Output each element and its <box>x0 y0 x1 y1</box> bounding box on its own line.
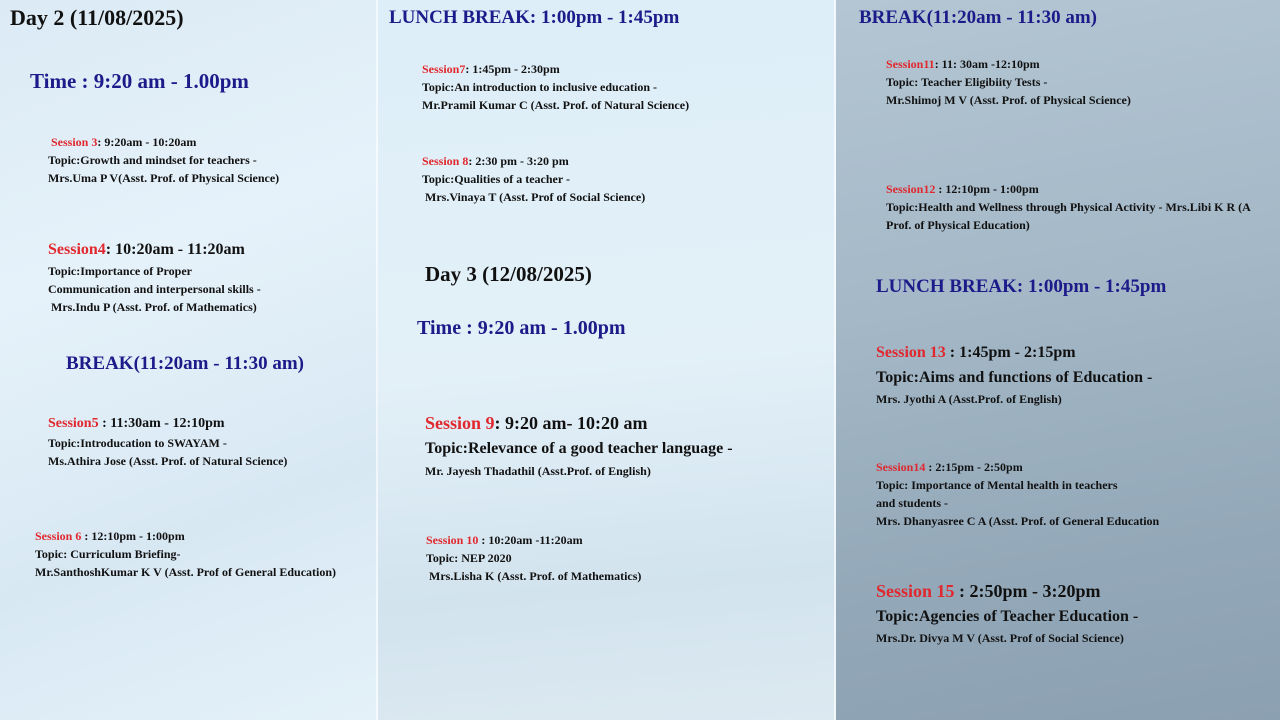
day2-time: Time : 9:20 am - 1.00pm <box>30 69 249 93</box>
break-1: BREAK(11:20am - 11:30 am) <box>66 353 305 374</box>
session-12 <box>886 180 1251 234</box>
session-8-label: Session 8 <box>422 154 469 168</box>
session-6-topic: Topic: Curriculum Briefing- <box>35 547 181 561</box>
session-5-label: Session5 <box>48 416 99 431</box>
session-5-time: : 11:30am - 12:10pm <box>98 416 225 431</box>
session-12-label: Session12 <box>886 182 936 196</box>
session-4-label: Session4 <box>48 241 106 258</box>
day3-time: Time : 9:20 am - 1.00pm <box>417 317 626 339</box>
session-7 <box>422 60 689 114</box>
session-9-label: Session 9 <box>425 413 495 433</box>
session-6-label: Session 6 <box>35 529 82 543</box>
session-9 <box>425 410 733 480</box>
session-12-topic: Topic:Health and Wellness through Physical Activity - Mrs.Libi K R (A <box>886 200 1251 214</box>
session-4 <box>48 238 261 316</box>
session-10-topic: Topic: NEP 2020 <box>426 551 512 565</box>
session-5 <box>48 414 287 470</box>
session-14-speaker: Mrs. Dhanyasree C A (Asst. Prof. of General Education <box>876 514 1160 528</box>
session-3-label: Session 3 <box>51 135 98 149</box>
session-15-label: Session 15 <box>876 581 955 601</box>
session-3-topic: Topic:Growth and mindset for teachers - <box>48 153 257 167</box>
session-8-speaker: Mrs.Vinaya T (Asst. Prof of Social Science) <box>425 190 646 204</box>
session-11-time: : 11: 30am -12:10pm <box>934 57 1040 71</box>
session-15 <box>876 578 1138 647</box>
session-7-topic: Topic:An introduction to inclusive education - <box>422 80 658 94</box>
session-13-speaker: Mrs. Jyothi A (Asst.Prof. of English) <box>876 392 1062 406</box>
session-13-label: Session 13 <box>876 344 946 361</box>
session-9-time: : 9:20 am- 10:20 am <box>494 413 648 433</box>
session-14-label: Session14 <box>876 460 926 474</box>
session-3-speaker: Mrs.Uma P V(Asst. Prof. of Physical Science) <box>48 171 280 185</box>
break-2: BREAK(11:20am - 11:30 am) <box>859 7 1098 28</box>
session-4-topic-2: Communication and interpersonal skills - <box>48 282 261 296</box>
session-15-topic: Topic:Agencies of Teacher Education - <box>876 608 1139 625</box>
session-10-label: Session 10 <box>426 533 479 547</box>
day3-title: Day 3 (12/08/2025) <box>425 262 592 286</box>
session-14-time: : 2:15pm - 2:50pm <box>925 460 1023 474</box>
session-14 <box>876 458 1159 530</box>
session-12-time: : 12:10pm - 1:00pm <box>935 182 1039 196</box>
session-6 <box>35 527 336 581</box>
session-11 <box>886 55 1131 109</box>
session-7-time: : 1:45pm - 2:30pm <box>465 62 560 76</box>
session-8-time: : 2:30 pm - 3:20 pm <box>468 154 569 168</box>
lunch-break-2: LUNCH BREAK: 1:00pm - 1:45pm <box>876 276 1167 297</box>
session-10 <box>426 531 641 585</box>
session-8-topic: Topic:Qualities of a teacher - <box>422 172 570 186</box>
session-15-speaker: Mrs.Dr. Divya M V (Asst. Prof of Social Science) <box>876 631 1124 645</box>
session-13-time: : 1:45pm - 2:15pm <box>945 344 1076 361</box>
session-13-topic: Topic:Aims and functions of Education - <box>876 369 1153 386</box>
session-4-time: : 10:20am - 11:20am <box>105 241 245 258</box>
session-14-topic-1: Topic: Importance of Mental health in teachers <box>876 478 1118 492</box>
session-6-time: : 12:10pm - 1:00pm <box>81 529 185 543</box>
session-5-speaker: Ms.Athira Jose (Asst. Prof. of Natural Science) <box>48 454 288 468</box>
session-10-speaker: Mrs.Lisha K (Asst. Prof. of Mathematics) <box>429 569 642 583</box>
session-14-topic-2: and students - <box>876 496 949 510</box>
day2-title: Day 2 (11/08/2025) <box>10 5 184 30</box>
session-11-label: Session11 <box>886 57 935 71</box>
session-9-topic: Topic:Relevance of a good teacher language - <box>425 440 733 457</box>
session-9-speaker: Mr. Jayesh Thadathil (Asst.Prof. of English) <box>425 464 651 478</box>
session-8 <box>422 152 645 206</box>
column-day2-morning <box>0 0 378 720</box>
session-11-speaker: Mr.Shimoj M V (Asst. Prof. of Physical Science) <box>886 93 1131 107</box>
session-5-topic: Topic:Introducation to SWAYAM - <box>48 436 227 450</box>
session-12-topic-2: Prof. of Physical Education) <box>886 218 1030 232</box>
lunch-break-1: LUNCH BREAK: 1:00pm - 1:45pm <box>389 7 680 28</box>
session-3-time: : 9:20am - 10:20am <box>97 135 197 149</box>
session-11-topic: Topic: Teacher Eligibiity Tests - <box>886 75 1048 89</box>
session-4-topic-1: Topic:Importance of Proper <box>48 264 192 278</box>
session-6-speaker: Mr.SanthoshKumar K V (Asst. Prof of General Education) <box>35 565 337 579</box>
column-day3-continued <box>836 0 1280 720</box>
session-7-speaker: Mr.Pramil Kumar C (Asst. Prof. of Natural Science) <box>422 98 690 112</box>
session-7-label: Session7 <box>422 62 466 76</box>
column-day2-afternoon-day3 <box>378 0 836 720</box>
session-13 <box>876 340 1152 408</box>
session-10-time: : 10:20am -11:20am <box>478 533 583 547</box>
session-3 <box>48 133 279 187</box>
session-15-time: : 2:50pm - 3:20pm <box>954 581 1101 601</box>
session-4-speaker: Mrs.Indu P (Asst. Prof. of Mathematics) <box>51 300 257 314</box>
